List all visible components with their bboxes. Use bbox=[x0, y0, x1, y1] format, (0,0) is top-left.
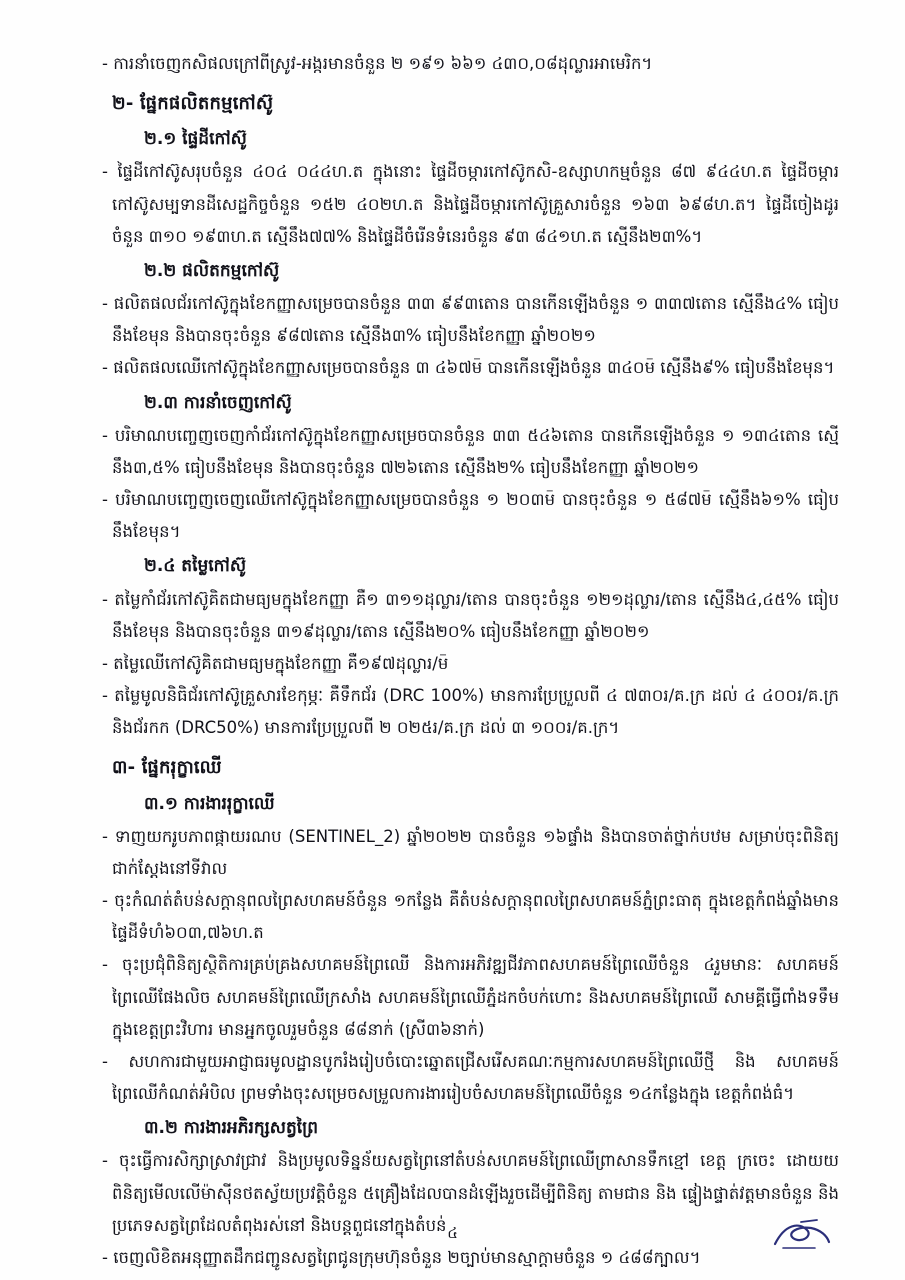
body-paragraph: - ការនាំចេញកសិផលក្រៅពីស្រូវ-អង្ករមានចំនួន ២ ១៩១ ៦៦១ ៤៣០,០៨ដុល្លារអាមេរិក។ bbox=[78, 48, 839, 80]
body-paragraph: - ផលិតផលឈើកៅស៊ូក្នុងខែកញ្ញាសម្រេចបានចំនួន ៣ ៤៦៧ម៑ បានកើនឡើងចំនួន ៣៤០ម៑ ស្មើនឹង៩% ធៀបនឹងខែមុន។ bbox=[78, 352, 839, 384]
page-number: ៤ bbox=[447, 1224, 458, 1242]
subsection-heading: ៣.២ ការងារអភិរក្សសត្វព្រៃ bbox=[144, 1118, 318, 1139]
body-paragraph: - ទាញយករូបភាពផ្កាយរណប (SENTINEL_2) ឆ្នាំ២០២២ បានចំនួន ១៦ផ្ទាំង និងបានចាត់ថ្នាក់បឋម សម្រាប់ចុះពិនិត្យជាក់ស្ដែងនៅទីវាល bbox=[78, 821, 839, 885]
section-heading: ២- ផ្នែកផលិតកម្មកៅស៊ូ bbox=[112, 93, 274, 115]
body-paragraph: - សហការជាមួយអាជ្ញាធរមូលដ្ឋានបូករំងរៀបចំបោះឆ្នោតជ្រើសរើសគណៈកម្មការសហគមន៍ព្រៃឈើថ្មី និង សហគមន៍ព្រៃឈើកំណត់អំបិល ព្រមទាំងចុះសម្រេចសម្រួលការងាររៀបចំសហគមន៍ព្រៃឈើចំនួន ១៤កន្លែងក្នុង ខេត្តកំពង់ធំ។ bbox=[78, 1046, 839, 1110]
body-paragraph: - ចុះធ្វើការសិក្សាស្រាវជ្រាវ និងប្រមូលទិន្នន័យសត្វព្រៃនៅតំបន់សហគមន៍ព្រៃឈើព្រាសានទឹកខ្មៅ ខេត្ត ក្រចេះ ដោយយពិនិត្យមើលលើម៉ាស៊ីនថតស្វ័យប្រវត្តិចំនួន ៥គ្រឿងដែលបានដំឡើងរួចដើម្បីពិនិត្យ តាមជាន និង ផ្ទៀងផ្ទាត់វត្តមានចំនួន និងប្រភេទសត្វព្រៃដែលតំពុងរស់នៅ និងបន្តពួជនៅក្នុងតំបន់ bbox=[78, 1145, 839, 1242]
body-paragraph: - ផ្ទៃដីកៅស៊ូសរុបចំនួន ៤០៤ ០៤៤ហ.ត ក្នុងនោះ ផ្ទៃដីចម្ការកៅស៊ូកសិ-ឧស្សាហកម្មចំនួន ៨៧ ៩៤៤ហ.ត ផ្ទៃដីចម្ការកៅស៊ូសម្បទានដីសេដ្ឋកិច្ចចំនួន ១៥២ ៤០២ហ.ត និងផ្ទៃដីចម្ការកៅស៊ូគ្រួសារចំនួន ១៦៣ ៦៩៨ហ.ត។ ផ្ទៃដីចៀងដូរចំនួន ៣១០ ១៩៣ហ.ត ស្មើនឹង៧៧% និងផ្ទៃដីចំរើនទំនេរចំនួន ៩៣ ៨៤១ហ.ត ស្មើនឹង២៣%។ bbox=[78, 156, 839, 253]
body-paragraph: - ផលិតផលជ័រកៅស៊ូក្នុងខែកញ្ញាសម្រេចបានចំនួន ៣៣ ៩៩៣តោន បានកើនឡើងចំនួន ១ ៣៣៧តោន ស្មើនឹង៤% ធៀបនឹងខែមុន និងបានចុះចំនួន ៩៨៧តោន ស្មើនឹង៣% ធៀបនឹងខែកញ្ញា ឆ្នាំ២០២១ bbox=[78, 288, 839, 352]
subsection-heading: ៣.១ ការងាររុក្ខាឈើ bbox=[144, 793, 275, 814]
section-heading: ៣- ផ្នែករុក្ខាឈើ bbox=[112, 757, 222, 779]
body-paragraph: - តម្លៃកាំជ័រកៅស៊ូគិតជាមធ្យមក្នុងខែកញ្ញា គឺ១ ៣១១ដុល្លារ/តោន បានចុះចំនួន ១២១ដុល្លារ/តោន ស្មើនឹង៤,៤៥% ធៀបនឹងខែមុន និងបានចុះចំនួន ៣១៩ដុល្លារ/តោន ស្មើនឹង២០% ធៀបនឹងខែកញ្ញា ឆ្នាំ២០២១ bbox=[78, 584, 839, 648]
document-body bbox=[78, 48, 839, 1274]
signature-mark bbox=[771, 1218, 831, 1252]
subsection-heading: ២.១ ផ្ទៃដីកៅស៊ូ bbox=[144, 129, 247, 150]
body-paragraph: - បរិមាណបញ្ចេញចេញកាំជ័រកៅស៊ូក្នុងខែកញ្ញាសម្រេចបានចំនួន ៣៣ ៥៤៦តោន បានកើនឡើងចំនួន ១ ១៣៤តោន ស្មើនឹង៣,៥% ធៀបនឹងខែមុន និងបានចុះចំនួន ៧២៦តោន ស្មើនឹង២% ធៀបនឹងខែកញ្ញា ឆ្នាំ២០២១ bbox=[78, 420, 839, 484]
body-paragraph: - តម្លៃមូលនិធិជ័រកៅស៊ូគ្រួសារខែកុម្ភៈ គឺទឹកជ័រ (DRC 100%) មានការប្រែប្រួលពី ៤ ៧៣០រ/គ.ក្រ ដល់ ៤ ៤០០រ/គ.ក្រ និងជ័រកក (DRC50%) មានការប្រែប្រួលពី ២ ០២៥រ/គ.ក្រ ដល់ ៣ ១០០រ/គ.ក្រ។ bbox=[78, 680, 839, 744]
subsection-heading: ២.៤ តម្លៃកៅស៊ូ bbox=[144, 556, 247, 577]
body-paragraph: - បរិមាណបញ្ចេញចេញឈើកៅស៊ូក្នុងខែកញ្ញាសម្រេចបានចំនួន ១ ២០៣ម៑ បានចុះចំនួន ១ ៥៨៧ម៑ ស្មើនឹង៦១% ធៀបនឹងខែមុន។ bbox=[78, 484, 839, 548]
body-paragraph: - ចេញលិខិតអនុញ្ញាតដឹកជញ្ជូនសត្វព្រៃជូនក្រុមហ៊ុនចំនួន ២ច្បាប់មានស្មាក្តាមចំនួន ១ ៤៨៨ក្បាល។ bbox=[78, 1242, 839, 1274]
body-paragraph: - តម្លៃឈើកៅស៊ូគិតជាមធ្យមក្នុងខែកញ្ញា គឺ១៩៧ដុល្លារ/ម៑ bbox=[78, 648, 839, 680]
body-paragraph: - ចុះកំណត់តំបន់សក្ដានុពលព្រៃសហគមន៍ចំនួន ១កន្លែង គឺតំបន់សក្ដានុពលព្រៃសហគមន៍ភ្នំព្រះធាតុ ក្នុងខេត្តកំពង់ឆ្នាំងមានផ្ទៃដីទំហំ៦០៣,៧៦ហ.ត bbox=[78, 885, 839, 949]
body-paragraph: - ចុះប្រជុំពិនិត្យស្ថិតិការគ្រប់គ្រងសហគមន៍ព្រៃឈើ និងការអភិវឌ្ឍជីវភាពសហគមន៍ព្រៃឈើចំនួន ៤រួមមានៈ សហគមន៍ព្រៃឈើផែងលិច សហគមន៍ព្រៃឈើក្រសាំង សហគមន៍ព្រៃឈើភ្នំដកចំបក់ហោះ និងសហគមន៍ព្រៃឈើ សាមគ្គីធ្វើពាំងទទឹម ក្នុងខេត្តព្រះវិហារ មានអ្នកចូលរួមចំនួន ៨៨នាក់ (ស្រី៣៦នាក់) bbox=[78, 949, 839, 1046]
subsection-heading: ២.៣ ការនាំចេញកៅស៊ូ bbox=[144, 392, 292, 413]
subsection-heading: ២.២ ផលិតកម្មកៅស៊ូ bbox=[144, 260, 280, 281]
